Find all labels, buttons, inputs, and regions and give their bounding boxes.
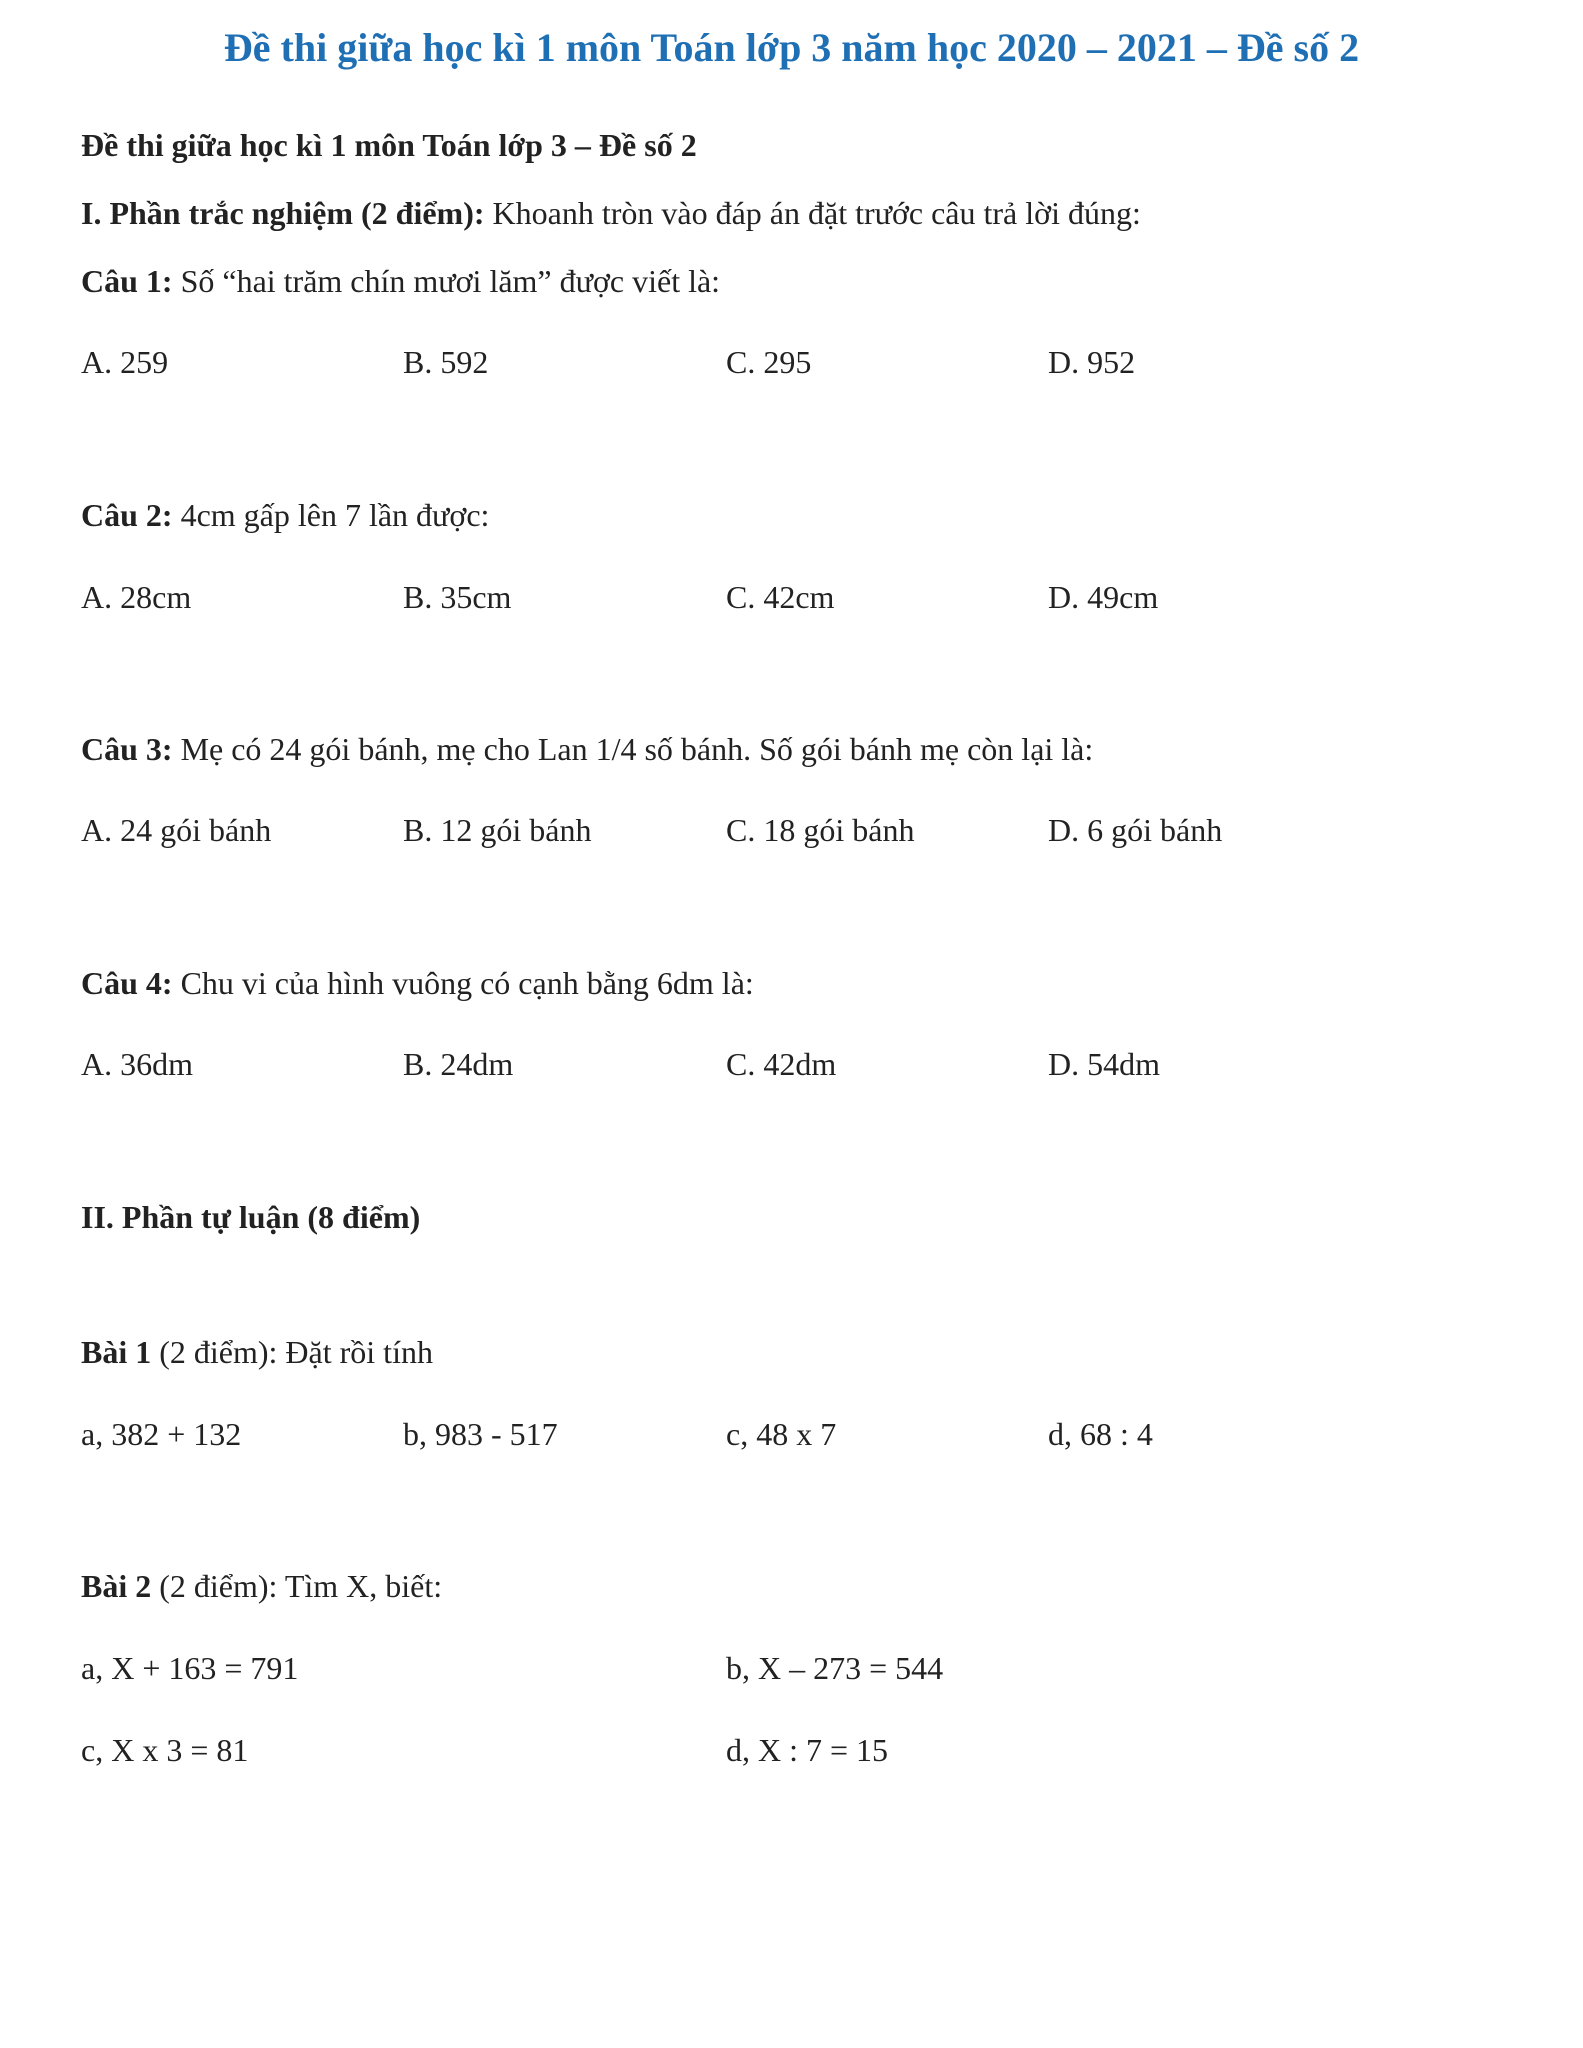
- exercise-text: (2 điểm): Đặt rồi tính: [151, 1334, 433, 1370]
- question-2: [81, 497, 489, 534]
- exercise-item-c: c, 48 x 7: [726, 1416, 837, 1452]
- option-b[interactable]: B. 12 gói bánh: [403, 812, 592, 848]
- section1-line: [81, 195, 1141, 232]
- option-c[interactable]: C. 18 gói bánh: [726, 812, 915, 848]
- exercise-label: Bài 1: [81, 1334, 152, 1370]
- document-title: Đề thi giữa học kì 1 môn Toán lớp 3 năm học 2020 – 2021 – Đề số 2: [223, 25, 1360, 70]
- question-1-options: [0, 344, 1583, 388]
- section2-heading: II. Phần tự luận (8 điểm): [81, 1199, 421, 1235]
- section1-heading: I. Phần trắc nghiệm (2 điểm):: [81, 195, 485, 231]
- option-b[interactable]: B. 592: [403, 344, 489, 380]
- option-a[interactable]: A. 36dm: [81, 1046, 193, 1082]
- option-a[interactable]: A. 24 gói bánh: [81, 812, 272, 848]
- exercise-item-c: c, X x 3 = 81: [81, 1732, 249, 1768]
- exercise-item-a: a, 382 + 132: [81, 1416, 242, 1452]
- exercise-label: Bài 2: [81, 1568, 152, 1604]
- exam-subtitle: Đề thi giữa học kì 1 môn Toán lớp 3 – Đề số 2: [81, 127, 697, 163]
- question-3-options: [0, 812, 1583, 856]
- exercise-2: [81, 1568, 442, 1605]
- exercise-item-d: d, X : 7 = 15: [726, 1732, 889, 1768]
- exercise-item-d: d, 68 : 4: [1048, 1416, 1153, 1452]
- question-text: Chu vi của hình vuông có cạnh bằng 6dm là:: [172, 965, 754, 1001]
- question-label: Câu 3:: [81, 731, 173, 767]
- exercise-text: (2 điểm): Tìm X, biết:: [151, 1568, 443, 1604]
- option-c[interactable]: C. 42dm: [726, 1046, 837, 1082]
- section1-instruction: Khoanh tròn vào đáp án đặt trước câu trả lời đúng:: [484, 195, 1141, 231]
- question-text: Mẹ có 24 gói bánh, mẹ cho Lan 1/4 số bánh. Số gói bánh mẹ còn lại là:: [172, 731, 1094, 767]
- option-a[interactable]: A. 28cm: [81, 579, 192, 615]
- option-d[interactable]: D. 952: [1048, 344, 1136, 380]
- exercise-item-b: b, 983 - 517: [403, 1416, 558, 1452]
- exercise-item-a: a, X + 163 = 791: [81, 1650, 299, 1686]
- question-3: [81, 731, 1093, 768]
- question-label: Câu 4:: [81, 965, 173, 1001]
- exercise-2-items-row2: [0, 1732, 1583, 1776]
- question-label: Câu 2:: [81, 497, 173, 533]
- question-4: [81, 965, 754, 1002]
- question-4-options: [0, 1046, 1583, 1090]
- option-d[interactable]: D. 6 gói bánh: [1048, 812, 1223, 848]
- option-c[interactable]: C. 42cm: [726, 579, 835, 615]
- question-1: [81, 263, 720, 300]
- option-a[interactable]: A. 259: [81, 344, 169, 380]
- question-label: Câu 1:: [81, 263, 173, 299]
- exercise-2-items-row1: [0, 1650, 1583, 1694]
- option-d[interactable]: D. 49cm: [1048, 579, 1159, 615]
- option-c[interactable]: C. 295: [726, 344, 812, 380]
- exercise-1: [81, 1334, 433, 1371]
- exercise-item-b: b, X – 273 = 544: [726, 1650, 944, 1686]
- question-2-options: [0, 579, 1583, 623]
- question-text: Số “hai trăm chín mươi lăm” được viết là:: [172, 263, 721, 299]
- question-text: 4cm gấp lên 7 lần được:: [172, 497, 490, 533]
- option-d[interactable]: D. 54dm: [1048, 1046, 1160, 1082]
- option-b[interactable]: B. 24dm: [403, 1046, 514, 1082]
- exercise-1-items: [0, 1416, 1583, 1460]
- option-b[interactable]: B. 35cm: [403, 579, 512, 615]
